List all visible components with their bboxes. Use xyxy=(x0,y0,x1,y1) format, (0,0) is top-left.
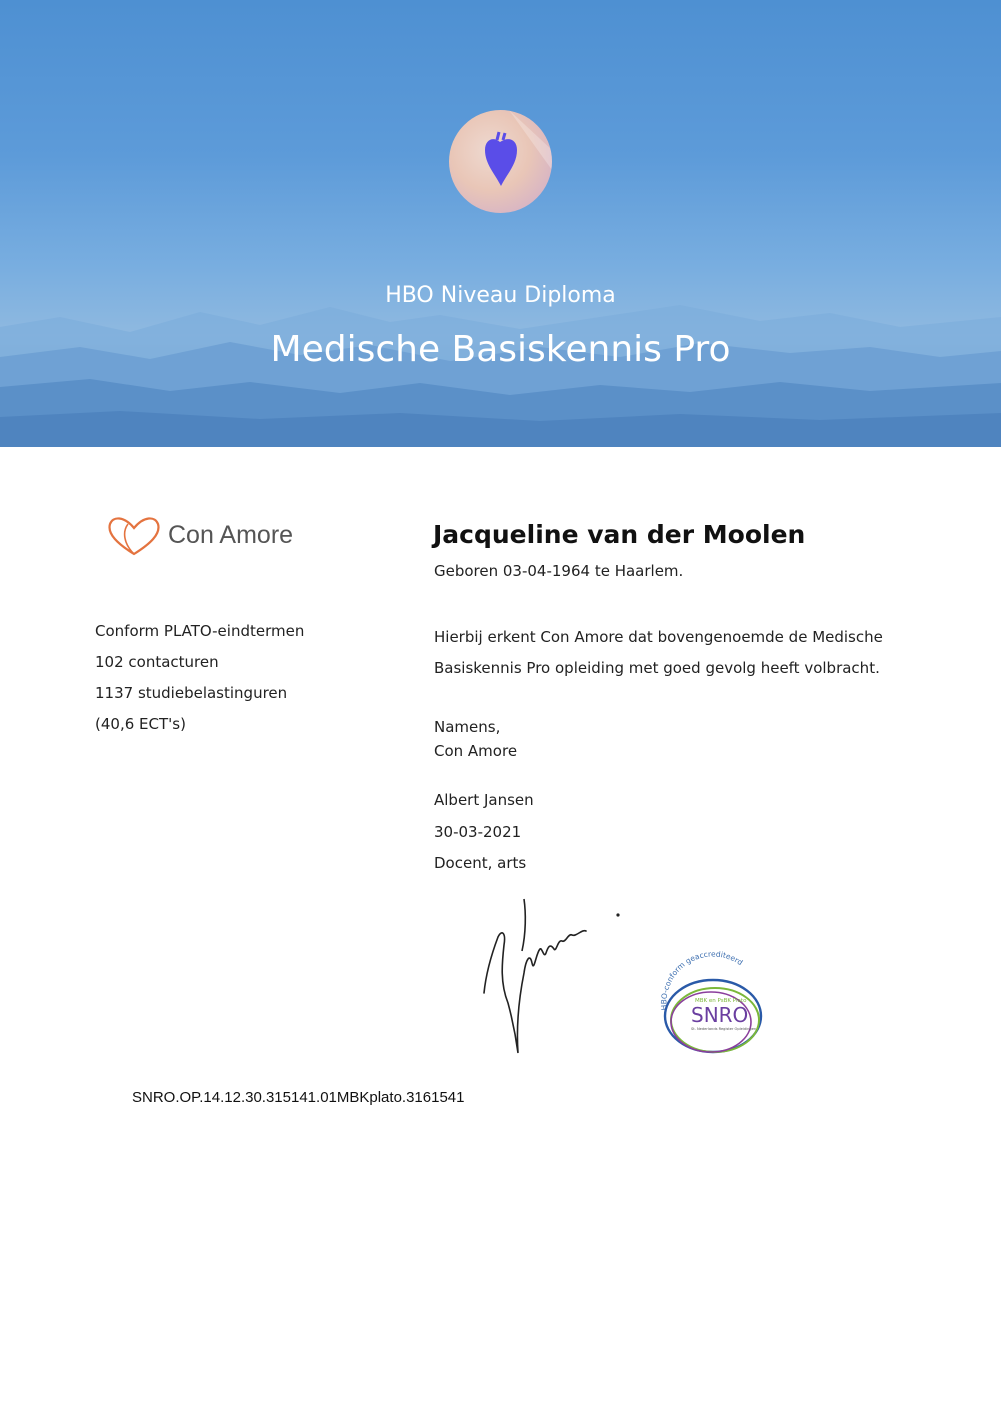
on-behalf-organization: Con Amore xyxy=(434,742,518,760)
detail-line: (40,6 ECT's) xyxy=(95,715,186,733)
detail-line: 102 contacturen xyxy=(95,653,219,671)
heart-logo-icon xyxy=(104,514,164,558)
detail-line: 1137 studiebelastinguren xyxy=(95,684,288,702)
seal-arc-text: HBO-conform geaccrediteerd xyxy=(659,950,745,1011)
heart-icon xyxy=(449,110,552,213)
seal-sub-text: MBK en PsBK Plato xyxy=(695,998,747,1004)
snro-accreditation-seal xyxy=(655,950,770,1065)
signature-image xyxy=(472,893,632,1063)
diploma-subtitle: HBO Niveau Diploma xyxy=(385,283,616,308)
recipient-birth: Geboren 03-04-1964 te Haarlem. xyxy=(434,562,684,580)
detail-line: Conform PLATO-eindtermen xyxy=(95,622,305,640)
on-behalf-label: Namens, xyxy=(434,718,501,736)
signer-date: 30-03-2021 xyxy=(434,822,522,841)
diploma-statement: Hierbij erkent Con Amore dat bovengenoemde de Medische Basiskennis Pro opleiding met goed gevolg heeft volbracht. xyxy=(434,628,883,677)
on-behalf-block xyxy=(434,715,517,763)
signer-name: Albert Jansen xyxy=(434,791,534,809)
course-details xyxy=(95,620,304,744)
diploma-title: Medische Basiskennis Pro xyxy=(270,329,731,370)
signer-role: Docent, arts xyxy=(434,854,527,872)
registration-code: SNRO.OP.14.12.30.315141.01MBKplato.3161541 xyxy=(132,1089,465,1106)
seal-small-text: St. Nederlands Register Opleidingen xyxy=(691,1027,757,1031)
seal-name: SNRO xyxy=(691,1003,749,1027)
header-banner xyxy=(0,0,1001,447)
recipient-name: Jacqueline van der Moolen xyxy=(433,520,806,549)
signer-block xyxy=(434,789,534,884)
logo-text: Con Amore xyxy=(168,521,294,549)
